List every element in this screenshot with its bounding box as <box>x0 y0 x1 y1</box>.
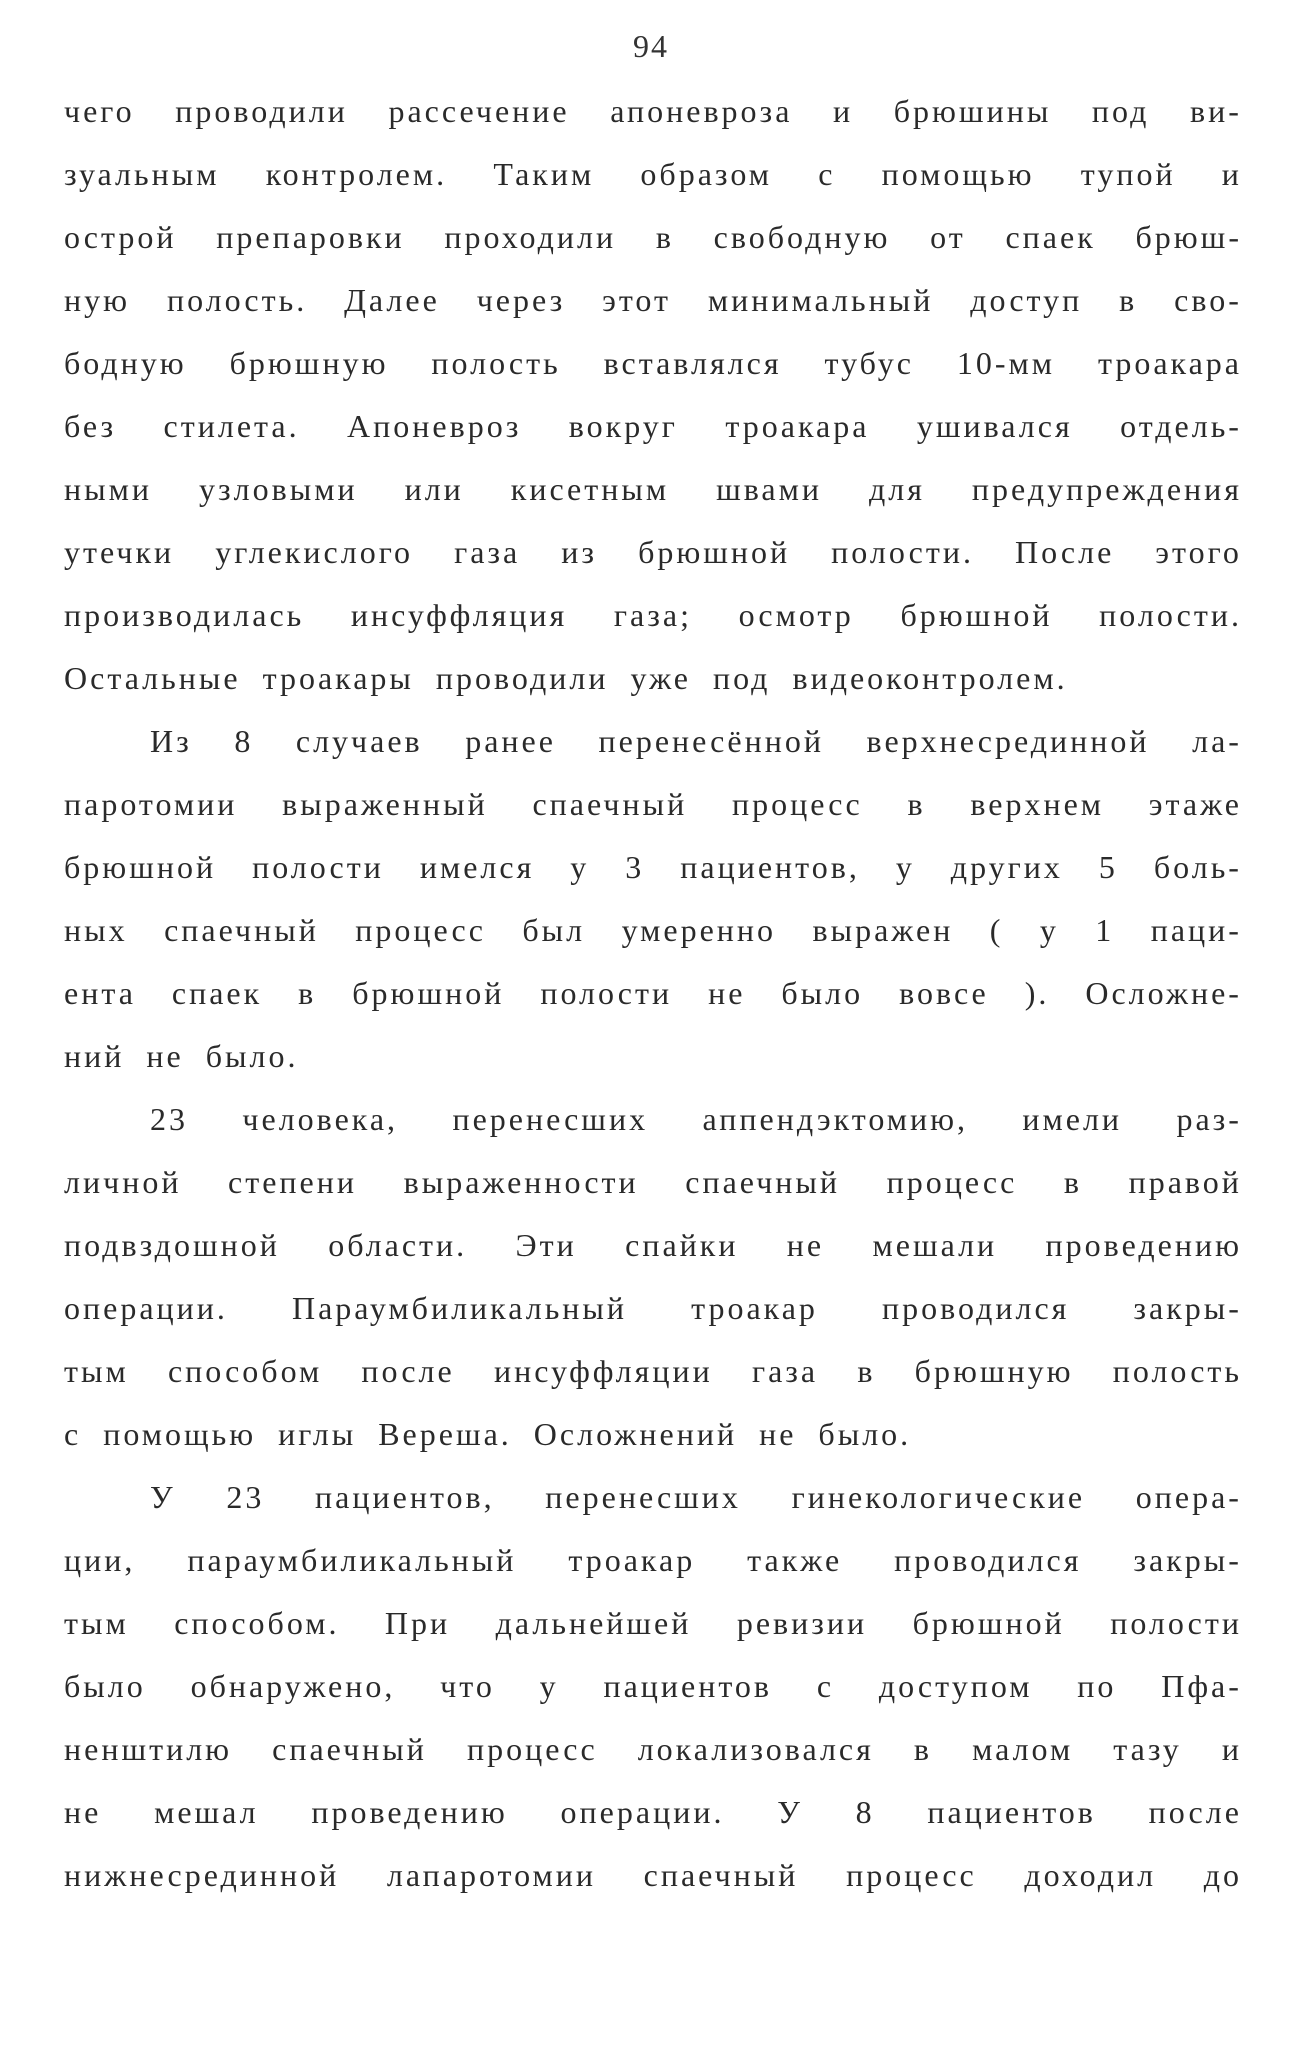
page-number: 94 <box>633 28 669 64</box>
text-line: острой препаровки проходили в свободную от спаек брюш- <box>64 219 1242 255</box>
text-line: бодную брюшную полость вставлялся тубус 10-мм троакара <box>64 345 1242 381</box>
text-line: нижнесрединной лапаротомии спаечный процесс доходил до <box>64 1857 1242 1893</box>
text-line: операции. Параумбиликальный троакар проводился закры- <box>64 1290 1242 1326</box>
text-line: с помощью иглы Вереша. Осложнений не было. <box>64 1416 912 1452</box>
text-line: ненштилю спаечный процесс локализовался в малом тазу и <box>64 1731 1242 1767</box>
text-line: чего проводили рассечение апоневроза и брюшины под ви- <box>64 93 1242 129</box>
text-line: 23 человека, перенесших аппендэктомию, имели раз- <box>150 1101 1242 1137</box>
text-line: тым способом. При дальнейшей ревизии брюшной полости <box>64 1605 1242 1641</box>
text-line: утечки углекислого газа из брюшной полости. После этого <box>64 534 1242 570</box>
text-line: Из 8 случаев ранее перенесённой верхнесрединной ла- <box>150 723 1242 759</box>
text-line: ента спаек в брюшной полости не было вовсе ). Осложне- <box>64 975 1242 1011</box>
text-line: ными узловыми или кисетным швами для предупреждения <box>64 471 1242 507</box>
text-line: Остальные троакары проводили уже под видеоконтролем. <box>64 660 1068 696</box>
text-line: было обнаружено, что у пациентов с доступом по Пфа- <box>64 1668 1242 1704</box>
text-line: ции, параумбиликальный троакар также проводился закры- <box>64 1542 1242 1578</box>
text-line: паротомии выраженный спаечный процесс в верхнем этаже <box>64 786 1242 822</box>
text-line: производилась инсуффляция газа; осмотр брюшной полости. <box>64 597 1242 633</box>
text-line: ных спаечный процесс был умеренно выражен ( у 1 паци- <box>64 912 1242 948</box>
text-line: тым способом после инсуффляции газа в брюшную полость <box>64 1353 1242 1389</box>
text-line: ний не было. <box>64 1038 299 1074</box>
text-line: ную полость. Далее через этот минимальный доступ в сво- <box>64 282 1242 318</box>
text-line: У 23 пациентов, перенесших гинекологические опера- <box>150 1479 1242 1515</box>
text-line: подвздошной области. Эти спайки не мешали проведению <box>64 1227 1242 1263</box>
text-line: без стилета. Апоневроз вокруг троакара ушивался отдель- <box>64 408 1242 444</box>
text-line: зуальным контролем. Таким образом с помощью тупой и <box>64 156 1242 192</box>
text-line: брюшной полости имелся у 3 пациентов, у других 5 боль- <box>64 849 1242 885</box>
text-line: личной степени выраженности спаечный процесс в правой <box>64 1164 1242 1200</box>
text-line: не мешал проведению операции. У 8 пациентов после <box>64 1794 1242 1830</box>
body-text <box>64 80 1242 1907</box>
